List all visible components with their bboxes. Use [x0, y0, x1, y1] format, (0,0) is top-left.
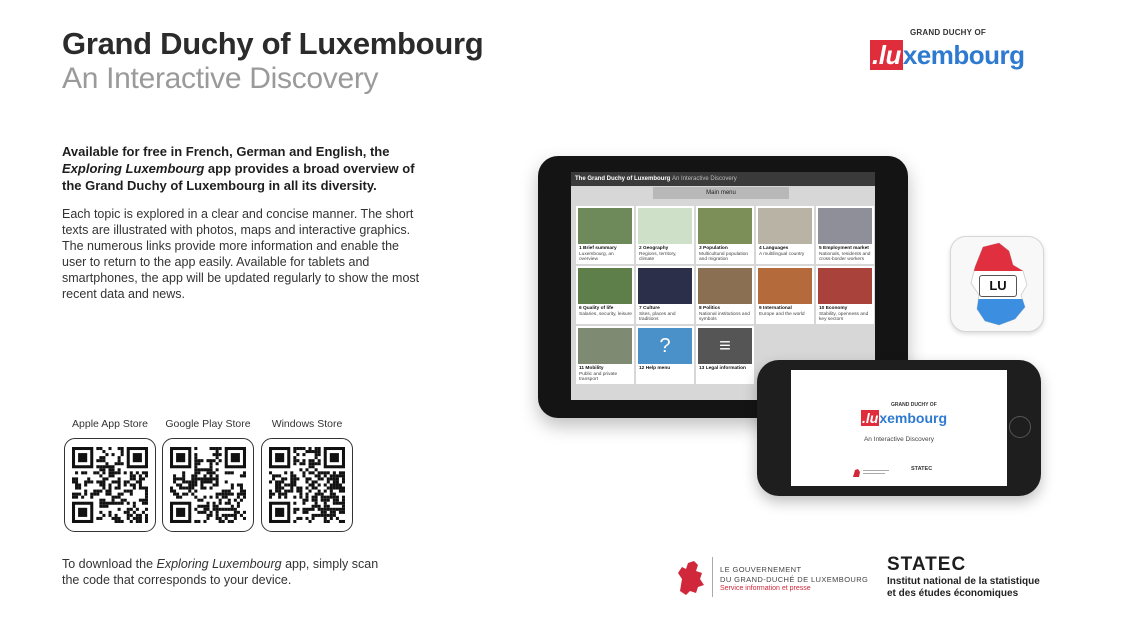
- phone-screen: [791, 370, 1007, 486]
- government-logo: [672, 555, 869, 599]
- tile-number: 1: [579, 246, 582, 251]
- phone-statec-logo: STATEC: [911, 466, 933, 472]
- phone-home-button[interactable]: [1009, 416, 1031, 438]
- tile-title: Employment market: [823, 246, 869, 251]
- store-label-google: Google Play Store: [165, 418, 251, 430]
- tile-photo: [698, 268, 752, 304]
- qr-code-apple[interactable]: [64, 438, 156, 532]
- tile-number: 11: [579, 366, 585, 371]
- qr-icon: [72, 447, 148, 523]
- tile-title: Help menu: [645, 366, 671, 371]
- store-label-windows: Windows Store: [271, 418, 343, 430]
- tile-title: Population: [703, 246, 728, 251]
- tile-photo: [578, 328, 632, 364]
- tablet-tile[interactable]: [756, 266, 814, 324]
- red-lion-icon: [674, 557, 708, 597]
- tablet-tile[interactable]: [816, 206, 874, 264]
- logo-wordmark-prefix: .lu: [872, 40, 901, 70]
- tile-title: Brief summary: [583, 246, 617, 251]
- statec-line-1: Institut national de la statistique: [887, 576, 1040, 587]
- tile-label: [819, 306, 873, 323]
- tile-title: Geography: [643, 246, 669, 251]
- tile-subtitle: Multicultural population and migration: [699, 251, 749, 262]
- tile-number: 3: [699, 246, 702, 251]
- statec-line-2: et des études économiques: [887, 588, 1019, 599]
- statec-logo: [887, 554, 1057, 600]
- government-line-3: Service information et presse: [720, 585, 811, 592]
- tile-photo: [578, 268, 632, 304]
- page-title: Grand Duchy of Luxembourg: [62, 26, 484, 61]
- tile-photo: [758, 208, 812, 244]
- lead-text-1: Available for free in French, German and English, the: [62, 144, 390, 159]
- tile-title: Economy: [825, 306, 848, 311]
- tile-label: [579, 246, 633, 263]
- tablet-main-menu[interactable]: Main menu: [653, 187, 789, 199]
- phone-logo-wordmark: [861, 410, 947, 426]
- tile-title: Legal information: [705, 366, 746, 371]
- tablet-bar-subtitle: An Interactive Discovery: [672, 176, 737, 182]
- logo-wordmark: [870, 40, 1025, 71]
- tablet-tile[interactable]: [636, 206, 694, 264]
- tablet-tile[interactable]: [576, 326, 634, 384]
- download-text-1: To download the: [62, 557, 157, 571]
- logo-caption: GRAND DUCHY OF: [910, 28, 986, 37]
- tablet-tile[interactable]: [756, 206, 814, 264]
- logo-wordmark-suffix: xembourg: [902, 40, 1025, 70]
- tile-subtitle: Salaries, security, leisure: [579, 311, 632, 317]
- tile-subtitle: A multilingual country: [759, 251, 805, 257]
- store-label-apple: Apple App Store: [72, 418, 148, 430]
- store-google: [160, 418, 256, 532]
- tile-subtitle: Nationals, residents and cross-border workers: [819, 251, 871, 262]
- tile-photo: [638, 268, 692, 304]
- tablet-title-bar: [571, 172, 875, 186]
- intro-body: Each topic is explored in a clear and concise manner. The short texts are illustrated with photos, maps and interactive graphics. The numerous links provide more information and enable the user to return to the app easily. Available for tablets and smartphones, the app will be updated regularly to show the most recent data and news.: [62, 207, 420, 301]
- tablet-tile[interactable]: [636, 326, 694, 384]
- download-app-name: Exploring Luxembourg: [156, 557, 282, 571]
- tablet-bar-title: The Grand Duchy of Luxembourg: [575, 176, 671, 182]
- tablet-tile[interactable]: [576, 206, 634, 264]
- tile-subtitle: Sites, places and traditions: [639, 311, 676, 322]
- tile-subtitle: National institutions and symbols: [699, 311, 750, 322]
- tablet-tile[interactable]: [696, 326, 754, 384]
- tile-title: Mobility: [585, 366, 604, 371]
- logo-divider: [712, 557, 713, 597]
- phone-wordmark-suffix: xembourg: [879, 410, 948, 426]
- tile-label: [819, 246, 873, 263]
- tile-title: Languages: [763, 246, 789, 251]
- store-windows: [259, 418, 355, 532]
- qr-icon: [269, 447, 345, 523]
- tile-number: 8: [699, 306, 702, 311]
- tile-subtitle: Europe and the world: [759, 311, 805, 317]
- tile-label: [579, 306, 633, 317]
- tile-title: Politics: [703, 306, 721, 311]
- download-instructions: [62, 556, 392, 588]
- tile-symbol-icon: ≡: [698, 328, 752, 364]
- tile-subtitle: Stability, openness and key sectors: [819, 311, 869, 322]
- tile-label: [639, 306, 693, 323]
- store-apple: [62, 418, 158, 532]
- tile-number: 9: [759, 306, 762, 311]
- lion-icon: [851, 467, 891, 479]
- intro-lead: [62, 143, 422, 194]
- tile-number: 4: [759, 246, 762, 251]
- tablet-tile[interactable]: [576, 266, 634, 324]
- tile-label: [699, 306, 753, 323]
- tile-label: [639, 366, 693, 372]
- tile-label: [759, 246, 813, 257]
- tile-photo: [638, 208, 692, 244]
- phone-wordmark-prefix: .lu: [862, 410, 879, 426]
- tile-photo: [758, 268, 812, 304]
- tile-photo: [578, 208, 632, 244]
- phone-logo-caption: GRAND DUCHY OF: [891, 402, 937, 408]
- tile-number: 13: [699, 366, 705, 371]
- tile-title: Quality of life: [583, 306, 614, 311]
- app-icon-label: LU: [979, 275, 1017, 297]
- statec-wordmark: STATEC: [887, 554, 967, 575]
- tile-label: [579, 366, 633, 383]
- tile-number: 2: [639, 246, 642, 251]
- app-icon[interactable]: [950, 236, 1044, 332]
- lead-app-name: Exploring Luxembourg: [62, 161, 205, 176]
- tablet-tile[interactable]: [816, 266, 874, 324]
- tile-photo: [698, 208, 752, 244]
- tablet-tile[interactable]: [696, 206, 754, 264]
- tile-photo: [818, 268, 872, 304]
- tile-title: International: [763, 306, 792, 311]
- luxembourg-logo: [870, 28, 1050, 78]
- qr-icon: [170, 447, 246, 523]
- tile-label: [699, 246, 753, 263]
- page-subtitle: An Interactive Discovery: [62, 62, 379, 95]
- tile-number: 12: [639, 366, 645, 371]
- tile-subtitle: Luxembourg, an overview: [579, 251, 614, 262]
- tile-subtitle: Regions, territory, climate: [639, 251, 677, 262]
- qr-code-windows[interactable]: [261, 438, 353, 532]
- tablet-tile[interactable]: [696, 266, 754, 324]
- lead-text-2: app provides a broad overview of the Grand Duchy of Luxembourg in all its diversity.: [62, 161, 415, 193]
- government-line-1: LE GOUVERNEMENT: [720, 565, 802, 574]
- tile-number: 6: [579, 306, 582, 311]
- tile-label: [699, 366, 753, 372]
- tile-photo: [818, 208, 872, 244]
- download-text-2: app, simply scan the code that corresponds to your device.: [62, 557, 379, 587]
- tile-title: Culture: [643, 306, 660, 311]
- phone-tagline: An Interactive Discovery: [863, 436, 935, 443]
- tile-number: 5: [819, 246, 822, 251]
- tile-number: 7: [639, 306, 642, 311]
- tile-number: 10: [819, 306, 825, 311]
- phone-government-logo: [851, 466, 891, 478]
- phone-device: [757, 360, 1041, 496]
- government-line-2: DU GRAND-DUCHÉ DE LUXEMBOURG: [720, 575, 869, 584]
- qr-code-google[interactable]: [162, 438, 254, 532]
- tile-label: [639, 246, 693, 263]
- tablet-tile[interactable]: [636, 266, 694, 324]
- tile-symbol-icon: ?: [638, 328, 692, 364]
- tile-subtitle: Public and private transport: [579, 371, 618, 382]
- tile-label: [759, 306, 813, 317]
